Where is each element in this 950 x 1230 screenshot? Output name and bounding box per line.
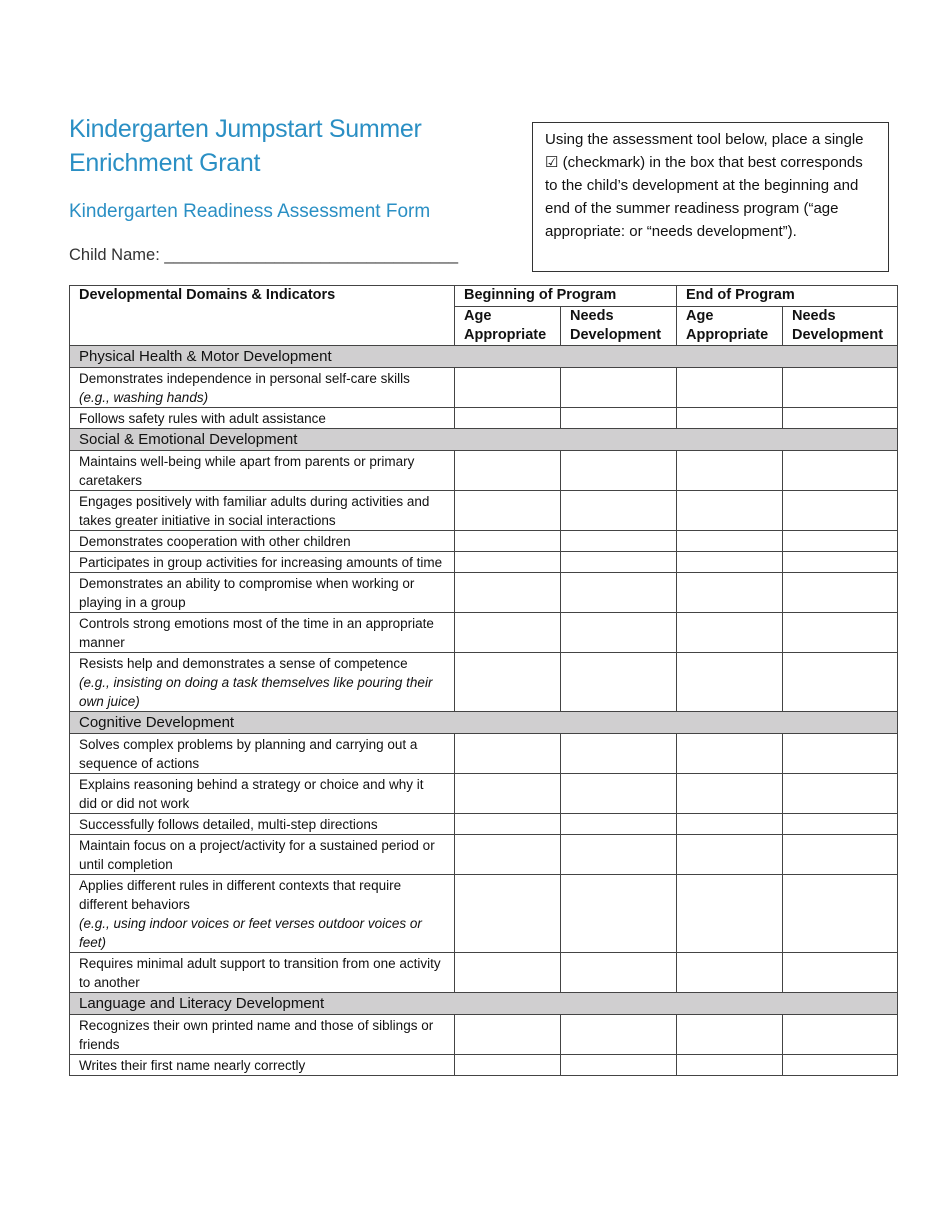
checkbox-cell-begin-needs-development[interactable] xyxy=(561,835,677,875)
indicator-row xyxy=(70,531,898,552)
instructions-box: Using the assessment tool below, place a single ☑ (checkmark) in the box that best corresponds to the child’s development at the beginning and end of the summer readiness program (“age appropriate: or “needs development”). xyxy=(532,122,889,272)
checkbox-cell-begin-age-appropriate[interactable] xyxy=(455,552,561,573)
checkbox-cell-end-needs-development[interactable] xyxy=(783,573,898,613)
section-title: Social & Emotional Development xyxy=(70,429,898,451)
group-header-beginning: Beginning of Program xyxy=(455,286,677,307)
checkbox-cell-begin-age-appropriate[interactable] xyxy=(455,653,561,712)
indicator-text: Participates in group activities for increasing amounts of time xyxy=(79,555,443,570)
indicator-text: Demonstrates cooperation with other children xyxy=(79,534,351,549)
checkbox-cell-begin-needs-development[interactable] xyxy=(561,1015,677,1055)
indicator-row xyxy=(70,835,898,875)
checkbox-cell-end-age-appropriate[interactable] xyxy=(677,573,783,613)
indicator-text: Demonstrates independence in personal self-care skills xyxy=(79,371,410,386)
indicator-example: (e.g., insisting on doing a task themselves like pouring their own juice) xyxy=(79,675,433,709)
checkbox-cell-begin-age-appropriate[interactable] xyxy=(455,774,561,814)
section-title: Physical Health & Motor Development xyxy=(70,346,898,368)
checkbox-cell-end-needs-development[interactable] xyxy=(783,1055,898,1076)
checkbox-cell-begin-age-appropriate[interactable] xyxy=(455,734,561,774)
checkbox-cell-end-age-appropriate[interactable] xyxy=(677,1055,783,1076)
checkbox-cell-end-needs-development[interactable] xyxy=(783,1015,898,1055)
child-name-line[interactable]: ________________________________ xyxy=(164,246,459,264)
section-row xyxy=(70,429,898,451)
group-header-end: End of Program xyxy=(677,286,898,307)
indicator-text: Solves complex problems by planning and carrying out a sequence of actions xyxy=(79,737,418,771)
checkbox-cell-begin-needs-development[interactable] xyxy=(561,814,677,835)
checkbox-cell-begin-age-appropriate[interactable] xyxy=(455,814,561,835)
checkbox-cell-begin-age-appropriate[interactable] xyxy=(455,408,561,429)
indicator-cell xyxy=(70,953,455,993)
indicator-cell xyxy=(70,451,455,491)
checkbox-cell-begin-age-appropriate[interactable] xyxy=(455,875,561,953)
checkbox-cell-begin-age-appropriate[interactable] xyxy=(455,491,561,531)
checkbox-cell-end-age-appropriate[interactable] xyxy=(677,835,783,875)
checkbox-cell-end-age-appropriate[interactable] xyxy=(677,552,783,573)
checkbox-cell-end-age-appropriate[interactable] xyxy=(677,1015,783,1055)
subheader-end-age-appropriate: Age Appropriate xyxy=(677,307,783,346)
checkbox-cell-begin-needs-development[interactable] xyxy=(561,613,677,653)
indicator-example: (e.g., using indoor voices or feet verses outdoor voices or feet) xyxy=(79,916,422,950)
indicator-cell xyxy=(70,835,455,875)
indicator-text: Writes their first name nearly correctly xyxy=(79,1058,306,1073)
checkbox-cell-end-age-appropriate[interactable] xyxy=(677,451,783,491)
checkbox-cell-begin-age-appropriate[interactable] xyxy=(455,835,561,875)
checkbox-cell-begin-needs-development[interactable] xyxy=(561,552,677,573)
section-row xyxy=(70,712,898,734)
indicator-text: Explains reasoning behind a strategy or choice and why it did or did not work xyxy=(79,777,424,811)
indicator-row xyxy=(70,613,898,653)
indicator-cell xyxy=(70,814,455,835)
checkbox-cell-end-needs-development[interactable] xyxy=(783,552,898,573)
checkbox-cell-end-needs-development[interactable] xyxy=(783,835,898,875)
checkbox-cell-begin-needs-development[interactable] xyxy=(561,734,677,774)
indicator-row xyxy=(70,953,898,993)
indicator-row xyxy=(70,368,898,408)
indicator-text: Recognizes their own printed name and those of siblings or friends xyxy=(79,1018,434,1052)
checkbox-cell-end-age-appropriate[interactable] xyxy=(677,531,783,552)
section-row xyxy=(70,993,898,1015)
indicator-text: Requires minimal adult support to transition from one activity to another xyxy=(79,956,441,990)
assessment-table xyxy=(69,285,898,1076)
indicator-text: Maintain focus on a project/activity for a sustained period or until completion xyxy=(79,838,435,872)
checkbox-cell-begin-needs-development[interactable] xyxy=(561,531,677,552)
checkbox-cell-end-needs-development[interactable] xyxy=(783,653,898,712)
checkbox-cell-end-needs-development[interactable] xyxy=(783,613,898,653)
indicator-text: Resists help and demonstrates a sense of competence xyxy=(79,656,408,671)
checkbox-cell-begin-age-appropriate[interactable] xyxy=(455,1015,561,1055)
indicator-text: Follows safety rules with adult assistance xyxy=(79,411,326,426)
indicator-cell xyxy=(70,368,455,408)
checkbox-cell-end-needs-development[interactable] xyxy=(783,953,898,993)
indicator-row xyxy=(70,552,898,573)
checkbox-cell-begin-age-appropriate[interactable] xyxy=(455,573,561,613)
checkbox-cell-end-age-appropriate[interactable] xyxy=(677,953,783,993)
indicator-cell xyxy=(70,1015,455,1055)
checkbox-cell-begin-needs-development[interactable] xyxy=(561,573,677,613)
indicator-text: Successfully follows detailed, multi-step directions xyxy=(79,817,378,832)
indicator-row xyxy=(70,1055,898,1076)
checkbox-cell-begin-needs-development[interactable] xyxy=(561,953,677,993)
indicator-row xyxy=(70,653,898,712)
indicator-row xyxy=(70,774,898,814)
child-name-label: Child Name: xyxy=(69,246,165,264)
checkbox-cell-end-age-appropriate[interactable] xyxy=(677,408,783,429)
subheader-begin-needs-development: Needs Development xyxy=(561,307,677,346)
subheader-end-needs-development: Needs Development xyxy=(783,307,898,346)
checkbox-cell-end-age-appropriate[interactable] xyxy=(677,613,783,653)
checkbox-cell-begin-age-appropriate[interactable] xyxy=(455,613,561,653)
domain-header: Developmental Domains & Indicators xyxy=(70,286,455,346)
checkbox-cell-end-needs-development[interactable] xyxy=(783,451,898,491)
checkbox-cell-begin-needs-development[interactable] xyxy=(561,774,677,814)
checkbox-cell-end-needs-development[interactable] xyxy=(783,368,898,408)
checkbox-cell-end-age-appropriate[interactable] xyxy=(677,734,783,774)
checkbox-cell-begin-needs-development[interactable] xyxy=(561,368,677,408)
indicator-cell xyxy=(70,613,455,653)
form-subtitle: Kindergarten Readiness Assessment Form xyxy=(69,201,431,222)
checkbox-cell-begin-needs-development[interactable] xyxy=(561,451,677,491)
checkbox-cell-end-age-appropriate[interactable] xyxy=(677,653,783,712)
checkbox-cell-begin-age-appropriate[interactable] xyxy=(455,1055,561,1076)
indicator-cell xyxy=(70,552,455,573)
checkbox-cell-end-needs-development[interactable] xyxy=(783,774,898,814)
indicator-row xyxy=(70,734,898,774)
indicator-row xyxy=(70,451,898,491)
indicator-cell xyxy=(70,531,455,552)
indicator-row xyxy=(70,875,898,953)
checkbox-cell-begin-needs-development[interactable] xyxy=(561,653,677,712)
checkbox-cell-begin-age-appropriate[interactable] xyxy=(455,531,561,552)
indicator-cell xyxy=(70,875,455,953)
subheader-begin-age-appropriate: Age Appropriate xyxy=(455,307,561,346)
checkbox-cell-end-age-appropriate[interactable] xyxy=(677,491,783,531)
checkbox-cell-end-needs-development[interactable] xyxy=(783,408,898,429)
checkbox-cell-begin-needs-development[interactable] xyxy=(561,408,677,429)
indicator-cell xyxy=(70,491,455,531)
indicator-text: Applies different rules in different contexts that require different behaviors xyxy=(79,878,402,912)
checkbox-cell-end-age-appropriate[interactable] xyxy=(677,774,783,814)
indicator-cell xyxy=(70,774,455,814)
section-title: Cognitive Development xyxy=(70,712,898,734)
indicator-text: Controls strong emotions most of the time in an appropriate manner xyxy=(79,616,434,650)
checkbox-cell-end-needs-development[interactable] xyxy=(783,814,898,835)
checkbox-cell-begin-needs-development[interactable] xyxy=(561,875,677,953)
form-title: Kindergarten Jumpstart Summer Enrichment Grant xyxy=(69,115,422,177)
indicator-row xyxy=(70,573,898,613)
indicator-cell xyxy=(70,408,455,429)
checkbox-cell-end-age-appropriate[interactable] xyxy=(677,875,783,953)
indicator-row xyxy=(70,491,898,531)
checkbox-cell-end-needs-development[interactable] xyxy=(783,734,898,774)
checkbox-cell-end-age-appropriate[interactable] xyxy=(677,814,783,835)
indicator-row xyxy=(70,408,898,429)
indicator-row xyxy=(70,814,898,835)
checkbox-cell-begin-needs-development[interactable] xyxy=(561,1055,677,1076)
indicator-row xyxy=(70,1015,898,1055)
section-row xyxy=(70,346,898,368)
checkbox-cell-begin-age-appropriate[interactable] xyxy=(455,368,561,408)
indicator-text: Demonstrates an ability to compromise when working or playing in a group xyxy=(79,576,415,610)
indicator-text: Engages positively with familiar adults during activities and takes greater initiative in social interactions xyxy=(79,494,430,528)
indicator-cell xyxy=(70,1055,455,1076)
checkbox-cell-begin-needs-development[interactable] xyxy=(561,491,677,531)
checkbox-cell-end-needs-development[interactable] xyxy=(783,531,898,552)
checkbox-cell-end-age-appropriate[interactable] xyxy=(677,368,783,408)
checkbox-cell-end-needs-development[interactable] xyxy=(783,875,898,953)
indicator-example: (e.g., washing hands) xyxy=(79,390,209,405)
indicator-cell xyxy=(70,653,455,712)
child-name-field[interactable] xyxy=(69,243,458,267)
indicator-text: Maintains well-being while apart from parents or primary caretakers xyxy=(79,454,415,488)
indicator-cell xyxy=(70,734,455,774)
checkbox-cell-end-needs-development[interactable] xyxy=(783,491,898,531)
checkbox-cell-begin-age-appropriate[interactable] xyxy=(455,451,561,491)
checkbox-cell-begin-age-appropriate[interactable] xyxy=(455,953,561,993)
assessment-table-body xyxy=(70,346,898,1076)
indicator-cell xyxy=(70,573,455,613)
section-title: Language and Literacy Development xyxy=(70,993,898,1015)
